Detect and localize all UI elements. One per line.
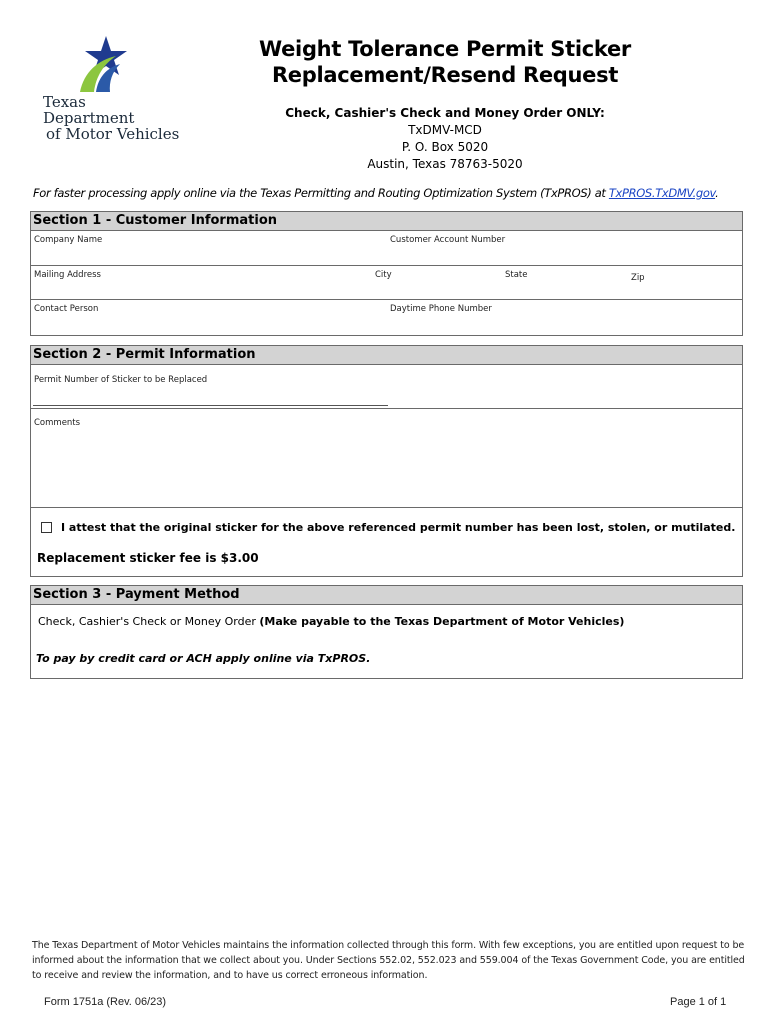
permit-number-field[interactable] (31, 365, 742, 409)
state-label: State (505, 269, 528, 280)
attest-row (41, 521, 735, 534)
txdmv-logo (40, 34, 180, 143)
replacement-fee: Replacement sticker fee is $3.00 (37, 551, 259, 565)
permit-number-label: Permit Number of Sticker to be Replaced (34, 375, 208, 385)
form-number: Form 1751a (Rev. 06/23) (44, 996, 167, 1008)
customer-row-3 (31, 300, 742, 335)
zip-label: Zip (631, 272, 645, 283)
attest-text: I attest that the original sticker for the above referenced permit number has been lost, stolen, or mutilated. (61, 521, 736, 534)
section1-header: Section 1 - Customer Information (31, 212, 742, 231)
attest-checkbox[interactable] (41, 522, 52, 533)
section-payment-method (30, 585, 743, 679)
section-permit-information (30, 345, 743, 577)
customer-account-number-label: Customer Account Number (390, 235, 506, 245)
permit-number-underline (33, 405, 388, 406)
txpros-link[interactable]: TxPROS.TxDMV.gov (608, 186, 716, 200)
logo-text-line1: Texas Department (43, 93, 135, 127)
online-note-text: For faster processing apply online via the Texas Permitting and Routing Optimization System (TxPROS) at (33, 186, 609, 200)
section2-header: Section 2 - Permit Information (31, 346, 742, 365)
city-label: City (375, 269, 392, 280)
title-line1: Weight Tolerance Permit Sticker (258, 37, 631, 61)
privacy-notice: The Texas Department of Motor Vehicles maintains the information collected through this form. With few exceptions, you are entitled upon request to be informed about the information that we collect about you. Under Sections 552.02, 552.023 and 559.004 of the Texas Government Code, you are entitled to receive and review the information, and to have us correct erroneous information. (32, 940, 745, 981)
comments-field[interactable] (31, 409, 742, 508)
mailing-address-label: Mailing Address (34, 269, 101, 280)
txdmv-star-icon (76, 34, 136, 94)
section-customer-information (30, 211, 743, 336)
payment-credit-line: To pay by credit card or ACH apply online via TxPROS. (36, 652, 371, 665)
mailing-heading: Check, Cashier's Check and Money Order ONLY: (285, 106, 605, 120)
customer-row-2 (31, 266, 742, 301)
contact-person-label: Contact Person (34, 304, 99, 314)
payment-payable-text: (Make payable to the Texas Department of Motor Vehicles) (259, 615, 625, 628)
mailing-line2: P. O. Box 5020 (401, 140, 489, 154)
company-name-label: Company Name (34, 235, 103, 245)
mailing-line1: TxDMV-MCD (408, 123, 482, 137)
online-processing-note (33, 186, 753, 200)
mailing-address-block (245, 105, 645, 173)
customer-row-1 (31, 231, 742, 266)
page-number: Page 1 of 1 (670, 996, 727, 1008)
logo-text-line2: of Motor Vehicles (46, 125, 180, 143)
payment-check-text: Check, Cashier's Check or Money Order (38, 615, 260, 628)
mailing-line3: Austin, Texas 78763-5020 (367, 157, 523, 171)
section3-header: Section 3 - Payment Method (31, 586, 742, 605)
online-note-end: . (715, 186, 719, 200)
payment-check-line (38, 615, 624, 628)
title-line2: Replacement/Resend Request (271, 63, 619, 87)
form-title (255, 36, 635, 88)
comments-label: Comments (34, 418, 81, 428)
daytime-phone-label: Daytime Phone Number (390, 304, 492, 314)
